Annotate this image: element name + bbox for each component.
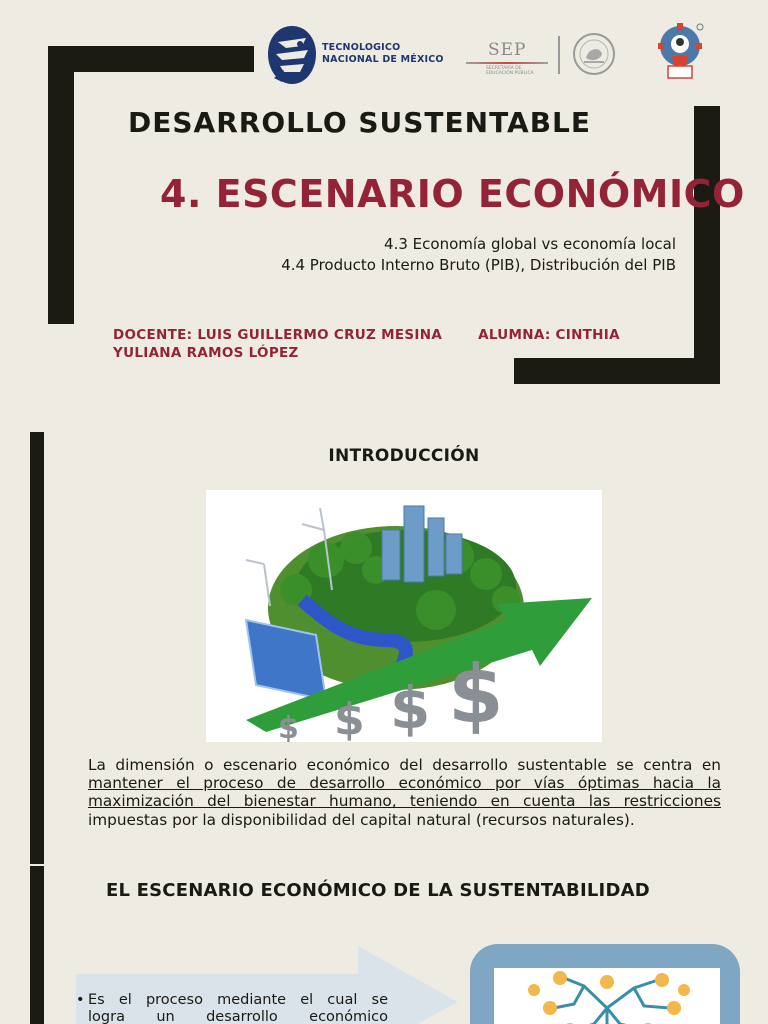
sep-subtitle: SECRETARÍA DE EDUCACIÓN PÚBLICA [486,66,534,76]
logo-divider [558,36,560,74]
paragraph-underlined: mantener el proceso de desarrollo económico por vías óptimas hacia la maximización del bienestar humano, teniendo en cuenta las restricciones [88,774,721,811]
svg-text:$: $ [390,674,431,742]
mexico-coat-of-arms-icon [572,32,616,76]
sustainable-economy-image [206,490,602,742]
tecnm-name-line2: NACIONAL DE MÉXICO [322,54,444,65]
tecnm-eagle-logo-icon [266,24,318,86]
bullet-line2: logra un desarrollo económico [88,1009,388,1024]
student-name-rest: YULIANA RAMOS LÓPEZ [113,345,299,361]
title-slide [0,0,768,400]
hands-tree-image [494,968,720,1024]
hands-tree-illustration-icon [494,968,720,1024]
sep-logo [462,40,552,80]
bullet-item: • Es el proceso mediante el cual se logra un desarrollo económico [76,992,388,1024]
svg-text:$: $ [334,694,365,742]
globe-growth-illustration-icon [206,490,602,742]
sep-title: SEP [488,40,527,60]
svg-text:$: $ [278,711,299,742]
section-title-main: ESCENARIO ECONÓMICO DE LA SUSTENTABILIDAD [136,880,650,901]
introduction-slide [0,432,768,1024]
tecnm-name [322,42,444,66]
frame-top-left-horizontal [48,46,254,72]
paragraph-part2: impuestas por la disponibilidad del capital natural (recursos naturales). [88,810,635,829]
unit-title: 4. ESCENARIO ECONÓMICO [160,172,745,216]
frame-bottom-right-vertical [694,106,720,384]
credits [113,326,653,362]
section-title-prefix: EL [106,880,137,901]
student-name-first: ALUMNA: CINTHIA [478,327,620,343]
topics-list [281,234,676,276]
bullet-line1: Es el proceso mediante el cual se [88,992,388,1008]
teacher-name: DOCENTE: LUIS GUILLERMO CRUZ MESINA [113,327,443,343]
svg-text:$: $ [448,648,504,741]
section-title [106,880,650,901]
introduction-title: INTRODUCCIÓN [328,446,480,466]
topic-item: 4.4 Producto Interno Bruto (PIB), Distribución del PIB [281,256,676,274]
frame-top-left-vertical [48,46,74,324]
sep-underline [466,62,548,64]
side-bar [30,432,44,1024]
introduction-paragraph [88,756,721,829]
subject-title: DESARROLLO SUSTENTABLE [128,106,591,139]
institution-logos [262,22,712,86]
itc-gear-logo-icon [658,22,706,82]
tecnm-name-line1: TECNOLOGICO [322,42,401,53]
topic-item: 4.3 Economía global vs economía local [384,235,676,253]
side-bar-separator [30,864,44,866]
paragraph-part1: La dimensión o escenario económico del desarrollo sustentable se centra en [88,756,721,774]
